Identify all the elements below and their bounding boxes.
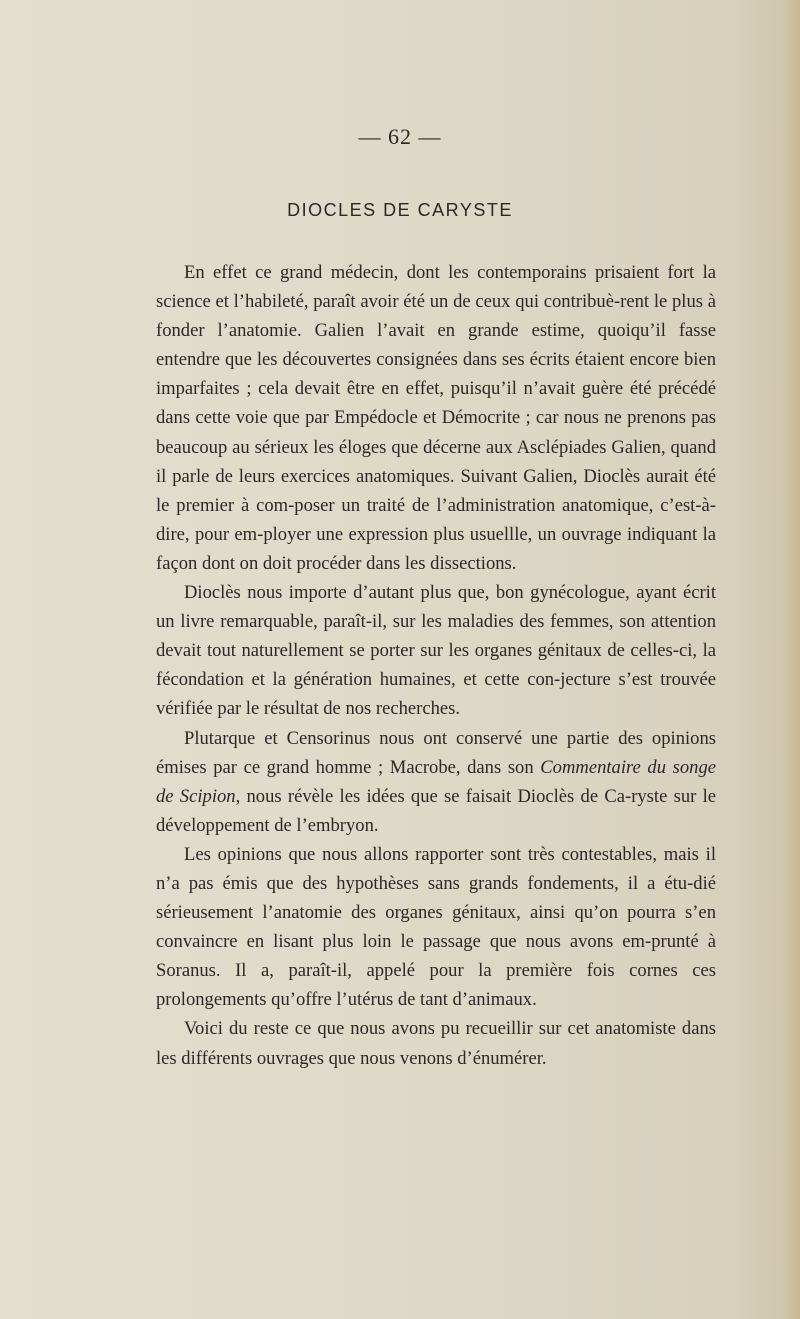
paragraph-2: Dioclès nous importe d’autant plus que, bon gynécologue, ayant écrit un livre remarquable, paraît-il, sur les maladies des femmes, son attention devait tout naturellement se porter sur les organes génitaux de celles-ci, la fécondation et la génération humaines, et cette con-jecture s’est trouvée vérifiée par le résultat de nos recherches.: [156, 582, 716, 720]
paragraph-1: En effet ce grand médecin, dont les contemporains prisaient fort la science et l’habileté, paraît avoir été un de ceux qui contribuè-rent le plus à fonder l’anatomie. Galien l’avait en grande estime, quoiqu’il fasse entendre que les découvertes consignées dans ses écrits étaient encore bien imparfaites ; cela devait être en effet, puisqu’il n’avait guère été précédé dans cette voie que par Empédocle et Démocrite ; car nous ne prenons pas beaucoup au sérieux les éloges que décerne aux Asclépiades Galien, quand il parle de leurs exercices anatomiques. Suivant Galien, Dioclès aurait été le premier à com-poser un traité de l’administration anatomique, c’est-à-dire, pour em-ployer une expression plus usuellle, un ouvrage indiquant la façon dont on doit procéder dans les dissections.: [156, 262, 716, 574]
page-number: — 62 —: [358, 124, 442, 149]
paragraph-5: Voici du reste ce que nous avons pu recueillir sur cet anatomiste dans les différents ouvrages que nous venons d’énumérer.: [156, 1018, 716, 1069]
body-text: [156, 258, 716, 1073]
paragraph-3-end: , nous révèle les idées que se faisait Dioclès de Ca-ryste sur le développement de l’embryon.: [156, 785, 716, 836]
work-title: Commentaire du songe de Scipion: [156, 756, 716, 807]
section-title: DIOCLES DE CARYSTE: [287, 200, 513, 220]
paragraph-3: [156, 724, 716, 840]
paragraph-3-start: Plutarque et Censorinus nous ont conservé une partie des opinions émises par ce grand homme ; Macrobe, dans son: [156, 727, 716, 778]
paragraph-4: Les opinions que nous allons rapporter sont très contestables, mais il n’a pas émis que des hypothèses sans grands fondements, il a étu-dié sérieusement l’anatomie des organes génitaux, ainsi qu’on pourra s’en convaincre en lisant plus loin le passage que nous avons em-prunté à Soranus. Il a, paraît-il, appelé pour la première fois cornes ces prolongements qu’offre l’utérus de tant d’animaux.: [156, 843, 716, 1011]
